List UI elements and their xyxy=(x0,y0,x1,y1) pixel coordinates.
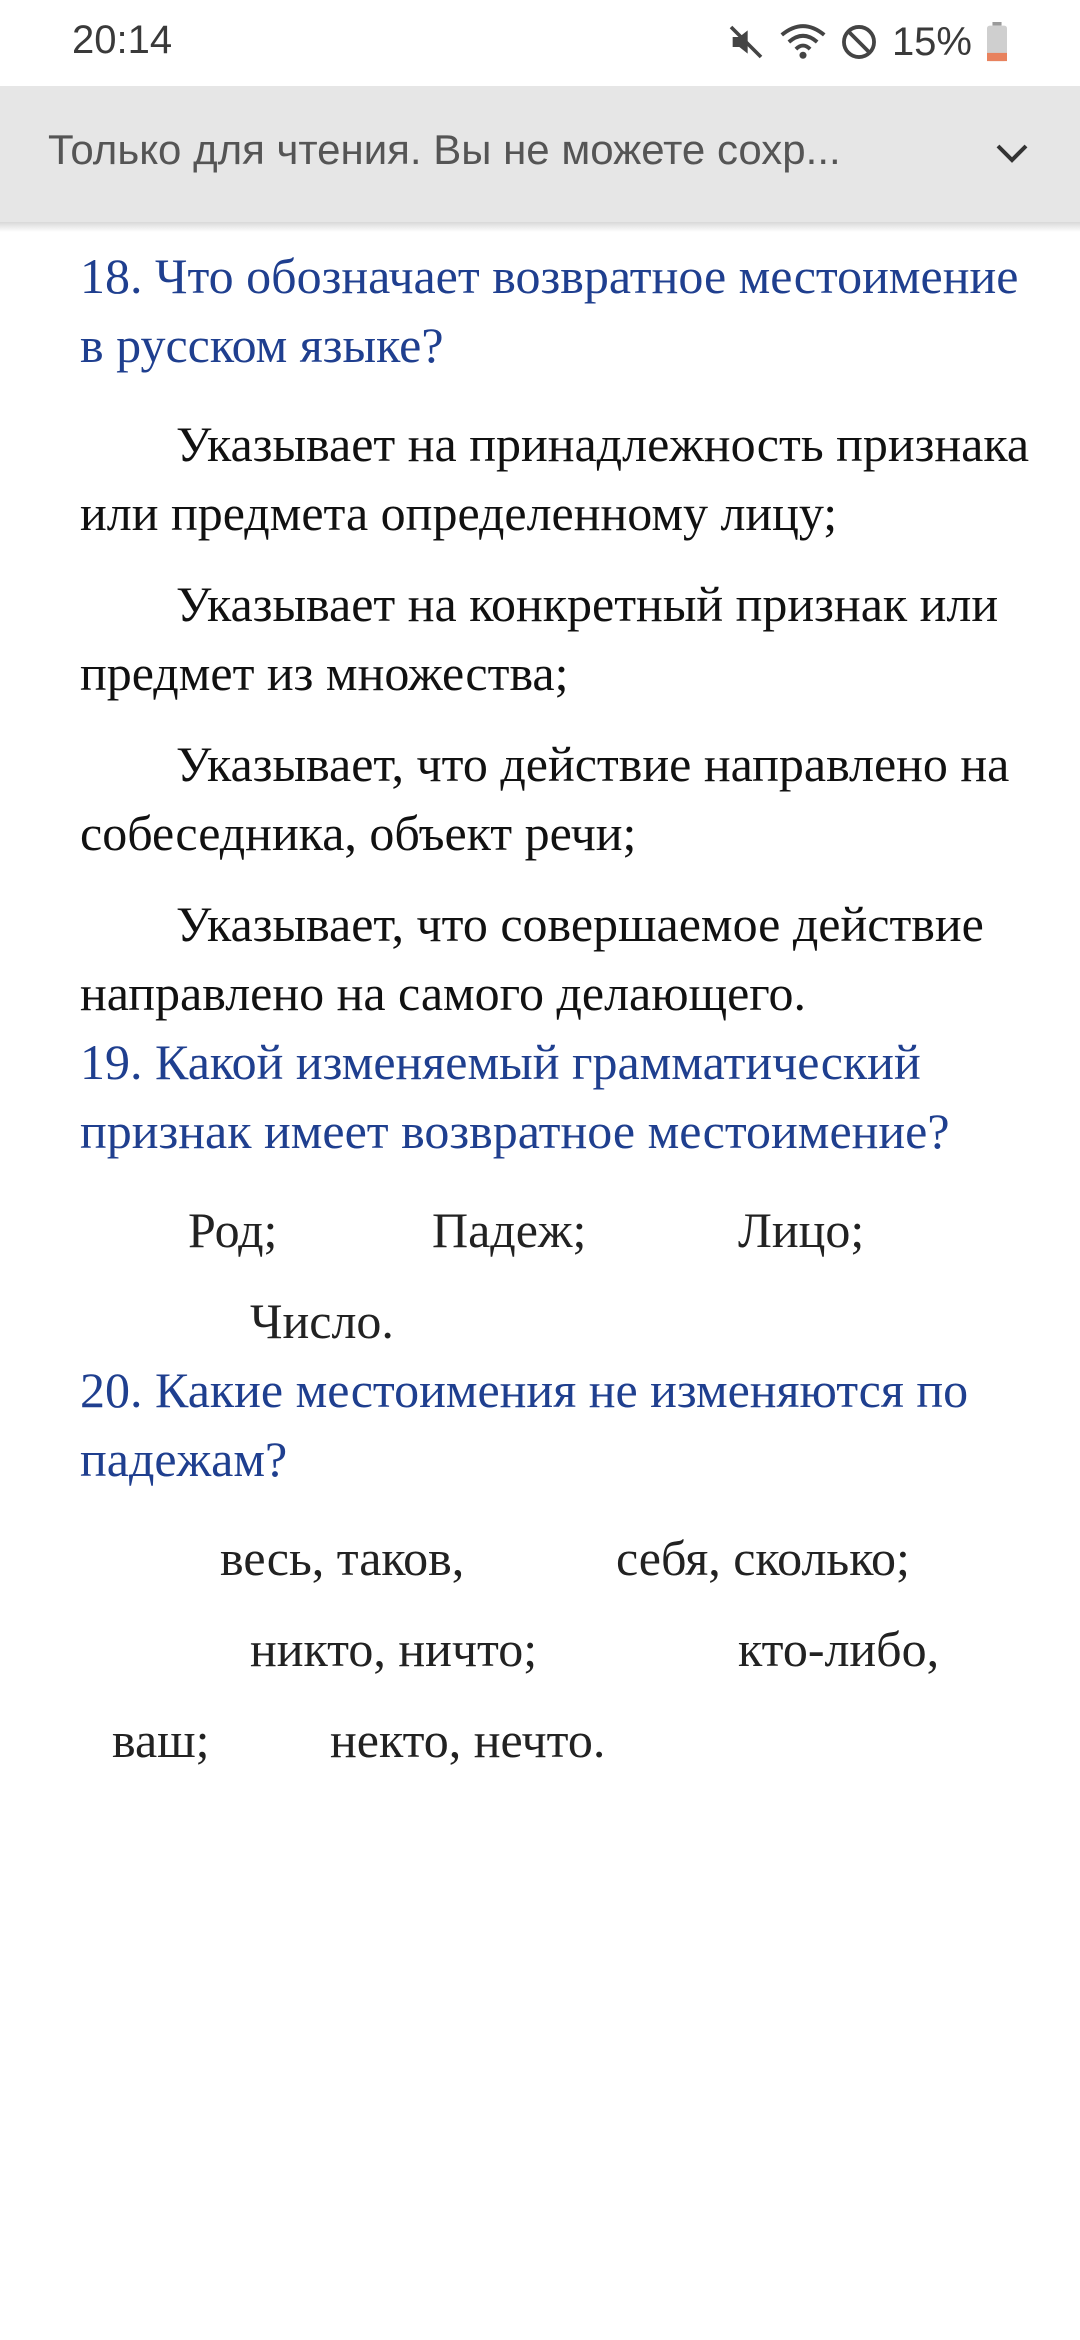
question-19: 19. Какой изменяемый грамматический признак имеет возвратное местоимение? xyxy=(80,1034,950,1159)
chevron-down-icon[interactable] xyxy=(988,130,1036,178)
mute-icon xyxy=(726,22,766,62)
banner-shadow xyxy=(0,222,1080,232)
option-20-ves: весь, таков, xyxy=(220,1530,465,1586)
question-18: 18. Что обозначает возвратное местоимение в русском языке? xyxy=(80,248,1019,373)
readonly-message: Только для чтения. Вы не можете сохр... xyxy=(48,126,841,173)
battery-icon xyxy=(986,22,1008,62)
answer-18-3: Указывает, что действие направлено на собеседника, объект речи; xyxy=(80,736,1010,861)
answer-18-2: Указывает на конкретный признак или предмет из множества; xyxy=(80,576,999,701)
options-20-row-3 xyxy=(80,1706,1040,1775)
wifi-icon xyxy=(780,22,826,62)
option-19-rod: Род; xyxy=(188,1202,278,1258)
options-20-row-1 xyxy=(80,1524,1040,1593)
document-body xyxy=(80,242,1040,1775)
options-19-row-1 xyxy=(80,1196,1040,1265)
battery-percent: 15% xyxy=(891,19,972,64)
status-time: 20:14 xyxy=(72,18,173,62)
option-20-nikto: никто, ничто; xyxy=(250,1621,538,1677)
option-20-sebya: себя, сколько; xyxy=(616,1530,910,1586)
option-19-chislo: Число. xyxy=(250,1293,394,1349)
option-20-vash: ваш; xyxy=(112,1712,210,1768)
option-20-kto-libo: кто-либо, xyxy=(738,1621,940,1677)
readonly-banner xyxy=(0,86,1080,222)
option-20-nekto: некто, нечто. xyxy=(330,1712,606,1768)
option-19-litso: Лицо; xyxy=(738,1202,865,1258)
do-not-disturb-icon xyxy=(840,23,878,61)
status-bar xyxy=(0,0,1080,86)
question-20: 20. Какие местоимения не изменяются по падежам? xyxy=(80,1362,969,1487)
status-icons xyxy=(726,16,1008,68)
answer-18-1: Указывает на принадлежность признака или предмета определенному лицу; xyxy=(80,416,1030,541)
options-19-row-2 xyxy=(80,1287,1040,1356)
options-20-row-2 xyxy=(80,1615,1040,1684)
answer-18-4: Указывает, что совершаемое действие направлено на самого делающего. xyxy=(80,896,984,1021)
option-19-padezh: Падеж; xyxy=(432,1202,587,1258)
